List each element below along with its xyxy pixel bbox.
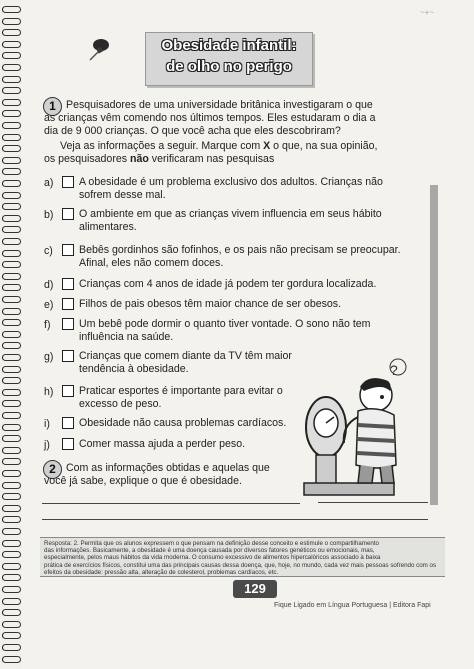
spiral-coil xyxy=(2,598,21,605)
boy-on-scale-illustration xyxy=(298,355,423,503)
spiral-coil xyxy=(2,18,21,25)
q1-instruction-line-2: os pesquisadores não verificaram nas pesquisas xyxy=(44,153,275,165)
spiral-binding xyxy=(0,0,22,669)
spiral-coil xyxy=(2,6,21,13)
spiral-coil xyxy=(2,64,21,71)
option-letter: d) xyxy=(44,279,54,291)
pushpin-icon xyxy=(86,36,112,62)
option-text: Afinal, eles não comem doces. xyxy=(79,257,224,269)
answer-line: especialmente, pelos maus hábitos da vida moderna. O consumo excessivo de alimentos hipercalóricos associado à baixa xyxy=(44,554,381,562)
q2-line-2: você já sabe, explique o que é obesidade. xyxy=(44,475,242,487)
option-text: Filhos de pais obesos têm maior chance de ser obesos. xyxy=(79,298,342,310)
spiral-coil xyxy=(2,493,21,500)
answer-line: das informações. Basicamente, a obesidade é uma doença causada por diversos fatores genéticos ou emocionais, mas, xyxy=(44,547,375,555)
option-checkbox[interactable] xyxy=(62,318,74,330)
spiral-coil xyxy=(2,250,21,257)
option-letter: h) xyxy=(44,386,54,398)
page-number: 129 xyxy=(233,580,277,598)
spiral-coil xyxy=(2,551,21,558)
option-text: Praticar esportes é importante para evitar o xyxy=(79,385,283,397)
answer-line-2 xyxy=(42,519,428,520)
spiral-coil xyxy=(2,586,21,593)
spiral-coil xyxy=(2,366,21,373)
q1-intro-line-3: dia de 9 000 crianças. O que você acha que eles descobriram? xyxy=(44,125,341,137)
spiral-coil xyxy=(2,319,21,326)
q1-intro-line-1: Pesquisadores de uma universidade britânica investigaram o que xyxy=(66,99,373,111)
option-text: Crianças que comem diante da TV têm maior xyxy=(79,350,292,362)
spiral-coil xyxy=(2,574,21,581)
option-checkbox[interactable] xyxy=(62,208,74,220)
spiral-coil xyxy=(2,122,21,129)
spiral-coil xyxy=(2,226,21,233)
q2-line-1: Com as informações obtidas e aquelas que xyxy=(66,462,270,474)
option-letter: i) xyxy=(44,418,50,430)
title-banner xyxy=(145,32,313,86)
option-text: Bebês gordinhos são fofinhos, e os pais não precisam se preocupar. xyxy=(79,244,401,256)
spiral-coil xyxy=(2,284,21,291)
title-line-2: de olho no perigo xyxy=(166,58,292,75)
spiral-coil xyxy=(2,632,21,639)
option-letter: g) xyxy=(44,351,54,363)
option-letter: j) xyxy=(44,439,50,451)
spiral-coil xyxy=(2,528,21,535)
spiral-coil xyxy=(2,331,21,338)
q1-instruction-line-1: Veja as informações a seguir. Marque com X o que, na sua opinião, xyxy=(60,140,378,152)
answer-line-1 xyxy=(42,503,300,504)
footer-credit: Fique Ligado em Língua Portuguesa | Editora Fapi xyxy=(274,602,431,609)
option-text: influência na saúde. xyxy=(79,331,174,343)
option-checkbox[interactable] xyxy=(62,278,74,290)
answer-line-1b xyxy=(318,502,428,503)
spiral-coil xyxy=(2,354,21,361)
spiral-coil xyxy=(2,424,21,431)
spiral-coil xyxy=(2,52,21,59)
spiral-coil xyxy=(2,482,21,489)
question-1-badge: 1 xyxy=(43,97,62,116)
spiral-coil xyxy=(2,609,21,616)
option-checkbox[interactable] xyxy=(62,176,74,188)
option-letter: b) xyxy=(44,209,54,221)
spiral-coil xyxy=(2,447,21,454)
spiral-coil xyxy=(2,516,21,523)
spiral-coil xyxy=(2,157,21,164)
corner-mark: ~+~ xyxy=(420,8,435,17)
spiral-coil xyxy=(2,644,21,651)
spiral-coil xyxy=(2,215,21,222)
answer-line: Resposta: 2. Permita que os alunos expressem o que pensam na definição desse conceito e estimule o compartilhamento xyxy=(44,540,380,547)
option-text: Comer massa ajuda a perder peso. xyxy=(79,438,246,450)
option-checkbox[interactable] xyxy=(62,385,74,397)
spiral-coil xyxy=(2,192,21,199)
option-letter: a) xyxy=(44,177,54,189)
spiral-coil xyxy=(2,470,21,477)
option-letter: c) xyxy=(44,245,53,257)
option-letter: e) xyxy=(44,299,54,311)
side-bar-decoration xyxy=(430,185,438,505)
question-2-badge: 2 xyxy=(43,460,62,479)
svg-text:?: ? xyxy=(390,362,398,378)
option-text: excesso de peso. xyxy=(79,398,162,410)
option-letter: f) xyxy=(44,319,51,331)
spiral-coil xyxy=(2,435,21,442)
q1-intro-line-2: as crianças vêm comendo nos últimos tempos. Eles estudaram o dia a xyxy=(44,112,376,124)
spiral-coil xyxy=(2,400,21,407)
spiral-coil xyxy=(2,389,21,396)
option-checkbox[interactable] xyxy=(62,244,74,256)
spiral-coil xyxy=(2,110,21,117)
spiral-coil xyxy=(2,261,21,268)
spiral-coil xyxy=(2,180,21,187)
title-line-1: Obesidade infantil: xyxy=(161,37,297,54)
option-checkbox[interactable] xyxy=(62,298,74,310)
spiral-coil xyxy=(2,134,21,141)
option-checkbox[interactable] xyxy=(62,417,74,429)
spiral-coil xyxy=(2,41,21,48)
spiral-coil xyxy=(2,76,21,83)
option-text: Um bebê pode dormir o quanto tiver vontade. O sono não tem xyxy=(79,318,371,330)
option-text: tendência à obesidade. xyxy=(79,363,189,375)
spiral-coil xyxy=(2,308,21,315)
spiral-coil xyxy=(2,99,21,106)
spiral-coil xyxy=(2,505,21,512)
spiral-coil xyxy=(2,238,21,245)
spiral-coil xyxy=(2,621,21,628)
spiral-coil xyxy=(2,296,21,303)
spiral-coil xyxy=(2,342,21,349)
spiral-coil xyxy=(2,145,21,152)
spiral-coil xyxy=(2,203,21,210)
option-text: sofrem desse mal. xyxy=(79,189,166,201)
spiral-coil xyxy=(2,656,21,663)
answer-line: efeitos da obesidade: pressão alta, alteração de colesterol, problemas cardíacos, etc. xyxy=(44,568,279,576)
spiral-coil xyxy=(2,29,21,36)
option-text: alimentares. xyxy=(79,221,137,233)
spiral-coil xyxy=(2,458,21,465)
spiral-coil xyxy=(2,87,21,94)
option-text: O ambiente em que as crianças vivem influencia em seus hábito xyxy=(79,208,382,220)
spiral-coil xyxy=(2,377,21,384)
spiral-coil xyxy=(2,563,21,570)
spiral-coil xyxy=(2,168,21,175)
option-checkbox[interactable] xyxy=(62,438,74,450)
teacher-answer-box xyxy=(40,537,445,577)
spiral-coil xyxy=(2,273,21,280)
option-checkbox[interactable] xyxy=(62,350,74,362)
option-text: Obesidade não causa problemas cardíacos. xyxy=(79,417,287,429)
spiral-coil xyxy=(2,540,21,547)
option-text: A obesidade é um problema exclusivo dos adultos. Crianças não xyxy=(79,176,383,188)
answer-line: prática de exercícios físicos, constitui uma das principais causas dessa doença, que, hoje, no mundo, cada vez mais pessoas sofrendo com os xyxy=(44,561,437,569)
option-text: Crianças com 4 anos de idade já podem ter gordura localizada. xyxy=(79,278,377,290)
spiral-coil xyxy=(2,412,21,419)
